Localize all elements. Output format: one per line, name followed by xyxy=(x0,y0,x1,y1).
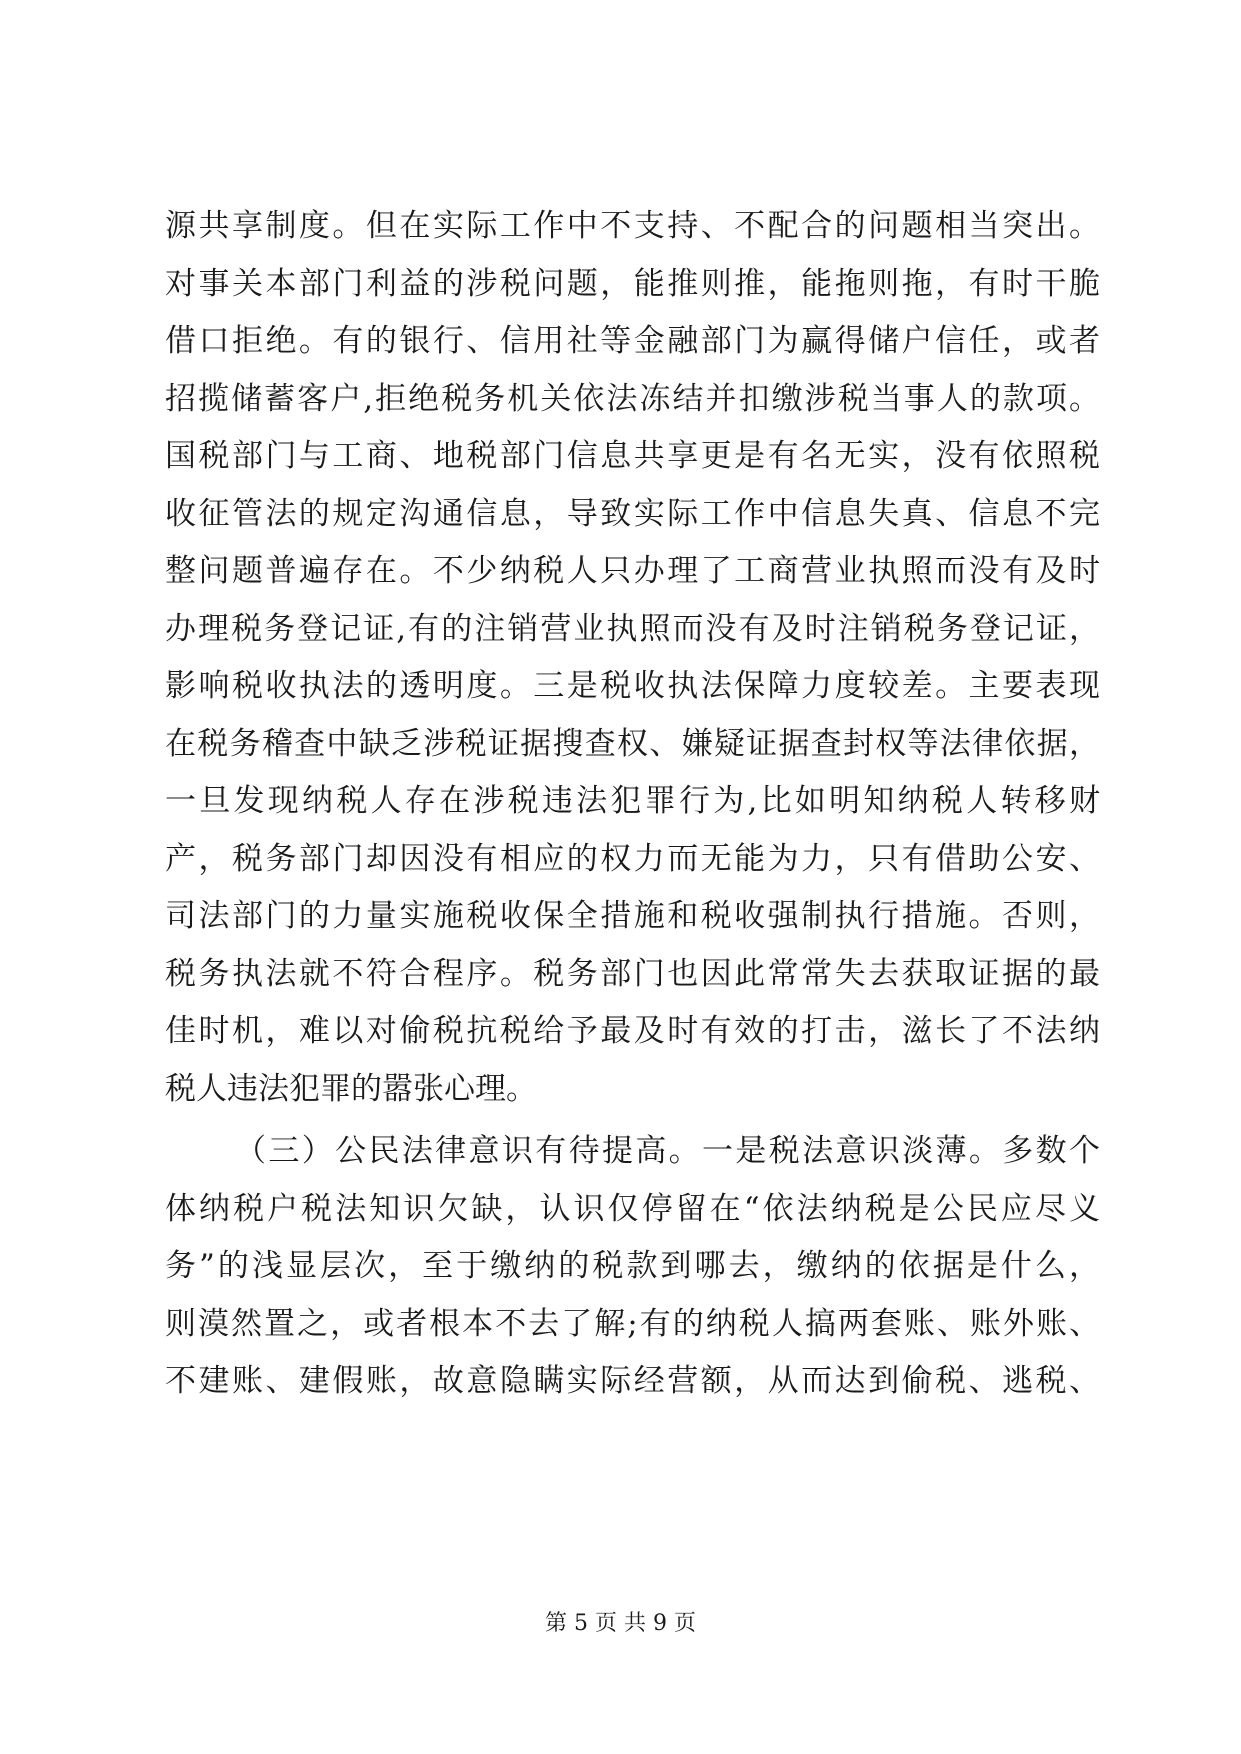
text-line: 佳时机，难以对偷税抗税给予最及时有效的打击，滋长了不法纳 xyxy=(165,1013,1100,1049)
text-line: 司法部门的力量实施税收保全措施和税收强制执行措施。否则， xyxy=(165,898,1100,934)
text-line: 收征管法的规定沟通信息，导致实际工作中信息失真、信息不完 xyxy=(165,495,1100,532)
text-line: 源共享制度。但在实际工作中不支持、不配合的问题相当突出。 xyxy=(165,208,1100,244)
text-line: 税人违法犯罪的嚣张心理。 xyxy=(165,1070,537,1107)
text-line: 务”的浅显层次，至于缴纳的税款到哪去，缴纳的依据是什么， xyxy=(165,1248,1100,1284)
text-line: 国税部门与工商、地税部门信息共享更是有名无实，没有依照税 xyxy=(165,438,1100,474)
text-line: （三）公民法律意识有待提高。一是税法意识淡薄。多数个 xyxy=(235,1133,1100,1169)
paragraph xyxy=(165,1123,1100,1411)
text-line: 不建账、建假账，故意隐瞒实际经营额，从而达到偷税、逃税、 xyxy=(165,1363,1100,1399)
text-line: 整问题普遍存在。不少纳税人只办理了工商营业执照而没有及时 xyxy=(165,553,1100,589)
text-line: 税务执法就不符合程序。税务部门也因此常常失去获取证据的最 xyxy=(165,955,1100,992)
text-line: 则漠然置之，或者根本不去了解;有的纳税人搞两套账、账外账、 xyxy=(165,1305,1100,1342)
text-line: 产，税务部门却因没有相应的权力而无能为力，只有借助公安、 xyxy=(165,840,1100,877)
paragraph xyxy=(165,198,1100,1118)
page-number-footer: 第 5 页 共 9 页 xyxy=(545,1611,696,1636)
text-line: 办理税务登记证,有的注销营业执照而没有及时注销税务登记证， xyxy=(165,610,1100,647)
text-line: 一旦发现纳税人存在涉税违法犯罪行为,比如明知纳税人转移财 xyxy=(165,783,1100,819)
document-body xyxy=(165,198,1100,1411)
text-line: 借口拒绝。有的银行、信用社等金融部门为赢得储户信任，或者 xyxy=(165,323,1100,359)
text-line: 体纳税户税法知识欠缺，认识仅停留在“依法纳税是公民应尽义 xyxy=(165,1190,1100,1227)
text-line: 影响税收执法的透明度。三是税收执法保障力度较差。主要表现 xyxy=(165,668,1100,704)
text-line: 在税务稽查中缺乏涉税证据搜查权、嫌疑证据查封权等法律依据， xyxy=(165,725,1100,762)
text-line: 招揽储蓄客户,拒绝税务机关依法冻结并扣缴涉税当事人的款项。 xyxy=(165,380,1100,417)
text-line: 对事关本部门利益的涉税问题，能推则推，能拖则拖，有时干脆 xyxy=(165,265,1100,302)
